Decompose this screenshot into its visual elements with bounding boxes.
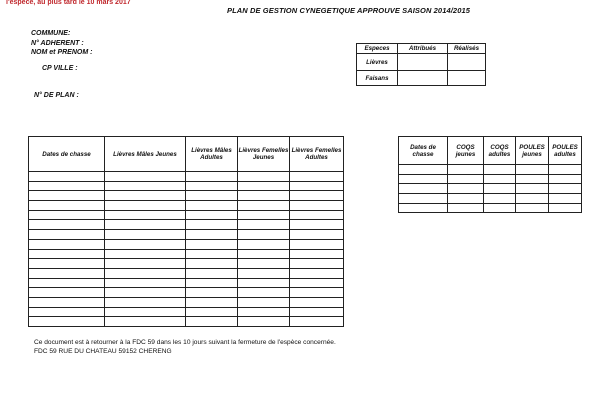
hares-table-row [29, 288, 344, 298]
pheasants-table-row [399, 194, 582, 204]
pheasants-table-cell[interactable] [448, 165, 484, 175]
hares-table-row [29, 210, 344, 220]
hares-table-row [29, 249, 344, 259]
hares-table-cell[interactable] [29, 268, 105, 278]
summary-header-realises: Réalisés [448, 44, 486, 54]
hares-table-cell[interactable] [186, 201, 238, 211]
pheasants-table-cell[interactable] [399, 174, 448, 184]
hares-header-femelles-adultes: Lièvres Femelles Adultes [290, 137, 344, 172]
pheasants-table-row [399, 203, 582, 213]
hares-table-cell[interactable] [238, 288, 290, 298]
hares-table-cell[interactable] [290, 181, 344, 191]
pheasants-table-cell[interactable] [516, 184, 549, 194]
summary-row-label: Lièvres [357, 54, 398, 71]
page-title: PLAN DE GESTION CYNEGETIQUE APPROUVE SAISON 2014/2015 [227, 6, 471, 15]
hares-table-cell[interactable] [29, 307, 105, 317]
hares-table-cell[interactable] [29, 317, 105, 327]
hares-table-cell[interactable] [238, 210, 290, 220]
summary-cell[interactable] [398, 71, 448, 86]
summary-cell[interactable] [448, 54, 486, 71]
hares-table-cell[interactable] [186, 239, 238, 249]
hares-table-cell[interactable] [29, 297, 105, 307]
hares-table-cell[interactable] [238, 317, 290, 327]
pheasants-table-cell[interactable] [484, 165, 516, 175]
hares-table-cell[interactable] [105, 201, 186, 211]
pheasants-table-cell[interactable] [448, 174, 484, 184]
hares-table-cell[interactable] [105, 317, 186, 327]
hares-table-cell[interactable] [238, 220, 290, 230]
hares-table-cell[interactable] [290, 172, 344, 182]
hares-table-cell[interactable] [105, 288, 186, 298]
pheasants-table [398, 136, 582, 213]
hares-header-males-jeunes: Lièvres Mâles Jeunes [105, 137, 186, 172]
hares-table-cell[interactable] [105, 191, 186, 201]
hares-table-cell[interactable] [29, 230, 105, 240]
hares-table-cell[interactable] [29, 278, 105, 288]
deadline-note: l'espece, au plus tard le 10 mars 2017 [6, 0, 131, 6]
hares-table-cell[interactable] [29, 172, 105, 182]
pheasants-table-cell[interactable] [516, 194, 549, 204]
hares-table-cell[interactable] [290, 201, 344, 211]
hares-table-cell[interactable] [186, 191, 238, 201]
hares-table-row [29, 230, 344, 240]
hares-table-cell[interactable] [29, 181, 105, 191]
hares-header-males-adultes: Lièvres Mâles Adultes [186, 137, 238, 172]
hares-table-cell[interactable] [105, 230, 186, 240]
hares-table-cell[interactable] [238, 181, 290, 191]
pheasants-table-cell[interactable] [516, 203, 549, 213]
footer-address: FDC 59 RUE DU CHATEAU 59152 CHERENG [34, 348, 172, 355]
pheasants-table-cell[interactable] [448, 203, 484, 213]
hares-table-cell[interactable] [290, 288, 344, 298]
hares-table [28, 136, 344, 327]
hares-table-cell[interactable] [186, 259, 238, 269]
pheasants-header-dates: Dates de chasse [399, 137, 448, 165]
hares-table-row [29, 239, 344, 249]
hares-table-cell[interactable] [186, 307, 238, 317]
pheasants-table-row [399, 184, 582, 194]
pheasants-table-cell[interactable] [399, 194, 448, 204]
summary-table [356, 43, 486, 86]
hares-table-cell[interactable] [29, 288, 105, 298]
pheasants-table-cell[interactable] [549, 165, 582, 175]
hares-table-cell[interactable] [29, 249, 105, 259]
hares-table-cell[interactable] [238, 297, 290, 307]
hares-table-cell[interactable] [238, 172, 290, 182]
hares-table-cell[interactable] [290, 307, 344, 317]
hares-table-row [29, 191, 344, 201]
hares-table-cell[interactable] [238, 239, 290, 249]
pheasants-table-cell[interactable] [549, 184, 582, 194]
hares-table-cell[interactable] [290, 249, 344, 259]
pheasants-table-row [399, 174, 582, 184]
adherent-label: N° ADHERENT : [31, 40, 84, 47]
pheasants-table-cell[interactable] [516, 174, 549, 184]
hares-table-cell[interactable] [186, 249, 238, 259]
pheasants-table-cell[interactable] [484, 194, 516, 204]
pheasants-table-cell[interactable] [549, 194, 582, 204]
hares-table-cell[interactable] [290, 278, 344, 288]
hares-table-cell[interactable] [186, 172, 238, 182]
commune-label: COMMUNE: [31, 30, 71, 37]
hares-table-cell[interactable] [105, 278, 186, 288]
pheasants-table-cell[interactable] [399, 165, 448, 175]
hares-table-cell[interactable] [290, 259, 344, 269]
hares-table-cell[interactable] [186, 181, 238, 191]
hares-table-cell[interactable] [105, 297, 186, 307]
pheasants-table-cell[interactable] [448, 184, 484, 194]
hares-table-cell[interactable] [29, 220, 105, 230]
hares-table-cell[interactable] [186, 268, 238, 278]
pheasants-table-cell[interactable] [448, 194, 484, 204]
hares-table-cell[interactable] [290, 268, 344, 278]
hares-table-row [29, 220, 344, 230]
pheasants-table-cell[interactable] [549, 174, 582, 184]
hares-table-row [29, 259, 344, 269]
hares-table-cell[interactable] [238, 259, 290, 269]
hares-table-cell[interactable] [186, 288, 238, 298]
pheasants-table-cell[interactable] [484, 184, 516, 194]
hares-table-row [29, 317, 344, 327]
hares-table-cell[interactable] [290, 230, 344, 240]
cp-ville-label: CP VILLE : [42, 65, 78, 72]
summary-header-attribues: Attribués [398, 44, 448, 54]
hares-table-cell[interactable] [105, 220, 186, 230]
hares-table-cell[interactable] [186, 230, 238, 240]
hares-table-cell[interactable] [290, 239, 344, 249]
hares-table-row [29, 201, 344, 211]
hares-header-dates: Dates de chasse [29, 137, 105, 172]
hares-table-cell[interactable] [290, 317, 344, 327]
hares-table-cell[interactable] [29, 201, 105, 211]
hares-table-cell[interactable] [238, 191, 290, 201]
hares-table-cell[interactable] [290, 220, 344, 230]
hares-table-cell[interactable] [290, 297, 344, 307]
hares-table-cell[interactable] [105, 259, 186, 269]
hares-table-cell[interactable] [186, 220, 238, 230]
pheasants-table-row [399, 165, 582, 175]
pheasants-table-cell[interactable] [549, 203, 582, 213]
hares-table-row [29, 307, 344, 317]
hares-table-row [29, 172, 344, 182]
hares-table-cell[interactable] [105, 210, 186, 220]
pheasants-table-cell[interactable] [399, 203, 448, 213]
hares-table-cell[interactable] [105, 268, 186, 278]
hares-table-cell[interactable] [238, 249, 290, 259]
pheasants-table-cell[interactable] [484, 174, 516, 184]
hares-table-cell[interactable] [186, 210, 238, 220]
hares-table-cell[interactable] [105, 307, 186, 317]
pheasants-header-poules-adultes: POULES adultes [549, 137, 582, 165]
hares-table-cell[interactable] [186, 317, 238, 327]
summary-cell[interactable] [448, 71, 486, 86]
summary-header-especes: Especes [357, 44, 398, 54]
hares-table-cell[interactable] [29, 239, 105, 249]
summary-row-label: Faisans [357, 71, 398, 86]
hares-table-cell[interactable] [290, 191, 344, 201]
hares-table-cell[interactable] [238, 278, 290, 288]
hares-header-femelles-jeunes: Lièvres Femelles Jeunes [238, 137, 290, 172]
hares-table-row [29, 268, 344, 278]
pheasants-header-poules-jeunes: POULES jeunes [516, 137, 549, 165]
hares-table-cell[interactable] [29, 191, 105, 201]
hares-table-cell[interactable] [186, 297, 238, 307]
hares-table-cell[interactable] [105, 239, 186, 249]
pheasants-table-cell[interactable] [516, 165, 549, 175]
hares-table-cell[interactable] [105, 181, 186, 191]
pheasants-table-cell[interactable] [484, 203, 516, 213]
hares-table-cell[interactable] [105, 172, 186, 182]
nom-prenom-label: NOM et PRENOM : [31, 49, 93, 56]
hares-table-cell[interactable] [238, 268, 290, 278]
hares-table-cell[interactable] [238, 230, 290, 240]
pheasants-header-coqs-adultes: COQS adultes [484, 137, 516, 165]
plan-label: N° DE PLAN : [34, 92, 79, 99]
hares-table-cell[interactable] [105, 249, 186, 259]
hares-table-cell[interactable] [238, 201, 290, 211]
pheasants-header-coqs-jeunes: COQS jeunes [448, 137, 484, 165]
footer-return-note: Ce document est à retourner à la FDC 59 dans les 10 jours suivant la fermeture de l'espèce concernée. [34, 339, 336, 346]
hares-table-row [29, 181, 344, 191]
hares-table-row [29, 297, 344, 307]
hares-table-cell[interactable] [238, 307, 290, 317]
pheasants-table-cell[interactable] [399, 184, 448, 194]
hares-table-row [29, 278, 344, 288]
hares-table-cell[interactable] [29, 210, 105, 220]
hares-table-cell[interactable] [29, 259, 105, 269]
hares-table-cell[interactable] [186, 278, 238, 288]
summary-cell[interactable] [398, 54, 448, 71]
hares-table-cell[interactable] [290, 210, 344, 220]
